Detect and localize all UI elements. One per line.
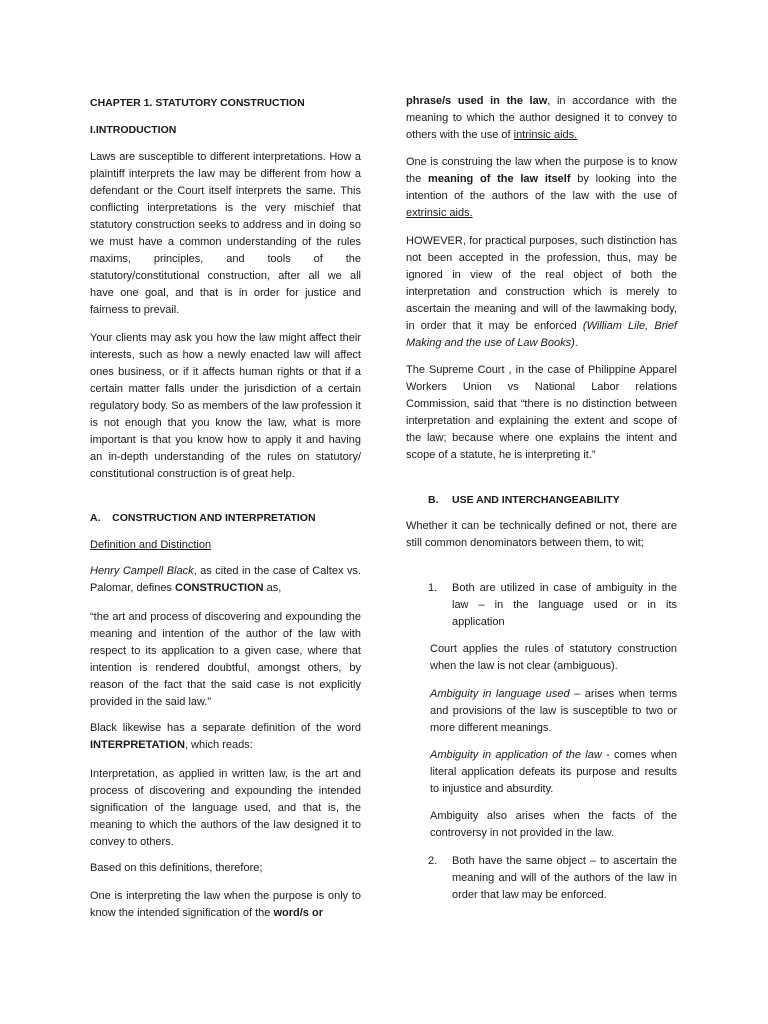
ambiguity-language-paragraph: [430, 686, 677, 737]
section-b-heading: USE AND INTERCHANGEABILITY: [452, 494, 620, 506]
ambiguity-application-text: - comes when literal application defeats its purpose and results to injustice and absurdity.: [430, 749, 677, 795]
black-name: Henry Campell Black: [90, 565, 194, 577]
interpretation-term: INTERPRETATION: [90, 739, 185, 751]
construing-paragraph: [406, 154, 677, 222]
one-interp-bold: word/s or: [273, 907, 323, 919]
one-interpreting-paragraph: [90, 888, 361, 922]
construction-quote: “the art and process of discovering and expounding the meaning and intention of the author of the law with respect to its application to a given case, where that intention is rendered doubtful, amongst others, by reason of the fact that the said case is not explicitly provided in the said law.”: [90, 611, 361, 708]
construing-text: One is construing the law when the purpose is to know the: [406, 156, 677, 185]
interpretation-paragraph: Interpretation, as applied in written law, is the art and process of discovering and expounding the intended signification of the language used, and that is, the meaning to which the authors of the law designed it to convey to others.: [90, 768, 361, 848]
chapter-title: CHAPTER 1. STATUTORY CONSTRUCTION: [90, 97, 305, 109]
ambiguity-application-paragraph: [430, 747, 677, 798]
however-paragraph: [406, 233, 677, 352]
however-text: HOWEVER, for practical purposes, such distinction has not been accepted in the profession, thus, may be ignored in view of the real object of both the interpretation and construction which is merely to ascertain the meaning and will of the lawmaking body, in order that it may be enforced: [406, 235, 677, 332]
list-item-1: [406, 580, 677, 632]
ambiguity-language-text: – arises when terms and provisions of the law is susceptible to two or more different meanings.: [430, 688, 677, 734]
ambiguity-also-paragraph: Ambiguity also arises when the facts of the controversy in not provided in the law.: [430, 810, 677, 839]
list-number: 1.: [428, 582, 438, 594]
however-end: .: [574, 337, 578, 349]
intrinsic-aids: intrinsic aids.: [513, 129, 578, 141]
interp-rest-text: , which reads:: [184, 739, 253, 751]
however-citation: (William Lile, Brief Making and the use of Law Books): [406, 320, 677, 349]
list-number: 2.: [428, 855, 438, 867]
construing-text-2: by looking into the intention of the authors of the law with the use of: [406, 173, 677, 202]
clients-paragraph: Your clients may ask you how the law might affect their interests, such as how a newly enacted law will affect ones business, or if it affects human rights or that if a certain matter falls under the jurisdiction of a certain regulatory body. So as members of the law profession it is not enough that you know the law, what is more important is that you know how to apply it and having an in-depth understanding of the rules on statutory/ constitutional construction is of great help.: [90, 332, 361, 480]
based-paragraph: Based on this definitions, therefore;: [90, 862, 263, 874]
construction-term: CONSTRUCTION: [175, 582, 264, 594]
one-interp-text: One is interpreting the law when the purpose is only to know the intended signification of the: [90, 890, 361, 919]
list-text: Both have the same object – to ascertain the meaning and will of the authors of the law in order that law may be enforced.: [452, 855, 677, 901]
section-a-heading: A. CONSTRUCTION AND INTERPRETATION: [90, 512, 316, 524]
intro-heading: I.INTRODUCTION: [90, 124, 177, 136]
list-text: Both are utilized in case of ambiguity in the law – in the language used or in its application: [452, 582, 677, 628]
ambiguity-language-label: Ambiguity in language used: [430, 688, 570, 700]
phrase-paragraph: [406, 93, 677, 144]
supreme-court-paragraph: The Supreme Court , in the case of Philippine Apparel Workers Union vs National Labor relations Commission, said that “there is no distinction between interpretation and explaining the extent and scope of the law; because where one explains the intent and scope of a statute, he is interpreting it.”: [406, 364, 677, 461]
ambiguity-application-label: Ambiguity in application of the law: [430, 749, 602, 761]
black-text: , as cited in the case of Caltex vs. Palomar, defines: [90, 565, 361, 594]
black-definition-intro: [90, 563, 361, 597]
black-text-end: as,: [263, 582, 282, 594]
construing-bold: meaning of the law itself: [428, 173, 571, 185]
whether-paragraph: Whether it can be technically defined or not, there are still common denominators between them, to wit;: [406, 520, 677, 549]
phrase-bold: phrase/s used in the law: [406, 95, 548, 107]
phrase-text: , in accordance with the meaning to which the author designed it to convey to others with the use of: [406, 95, 677, 141]
definition-heading: Definition and Distinction: [90, 539, 212, 551]
extrinsic-aids: extrinsic aids.: [406, 207, 473, 219]
intro-paragraph: Laws are susceptible to different interpretations. How a plaintiff interprets the law may be different from how a defendant or the Court itself interprets the same. This conflicting interpretations is the very mischief that statutory construction seeks to address and in doing so we must have a common understanding of the rules maxims, principles, and tools of the statutory/constitutional construction, after all we all have one goal, and that is in order for justice and fairness to prevail.: [90, 151, 361, 316]
black-likewise-paragraph: [90, 720, 361, 754]
list-item-2: [406, 853, 677, 905]
black-likewise-text: Black likewise has a separate definition of the word: [90, 722, 361, 734]
section-b-letter: B.: [428, 494, 439, 506]
court-paragraph: Court applies the rules of statutory construction when the law is not clear (ambiguous).: [430, 643, 677, 672]
